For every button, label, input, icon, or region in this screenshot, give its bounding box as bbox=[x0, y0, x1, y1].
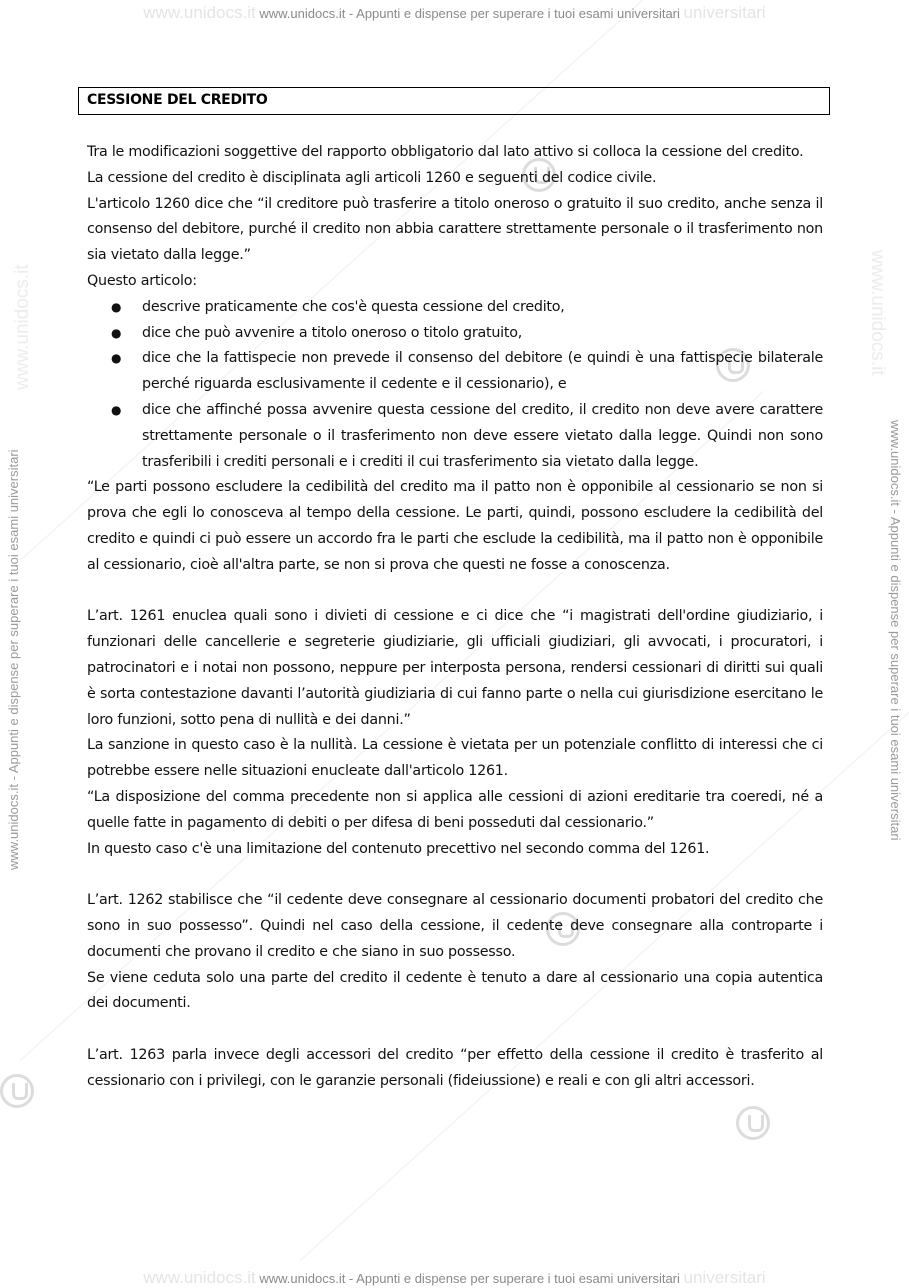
right-side-watermark-ghost: www.unidocs.it bbox=[867, 250, 888, 376]
paragraph-articles: La cessione del credito è disciplinata agli articoli 1260 e seguenti del codice civile. bbox=[87, 169, 657, 186]
paragraph-intro: Tra le modificazioni soggettive del rapporto obbligatorio dal lato attivo si colloca la cessione del credito. bbox=[87, 144, 804, 160]
paragraph-article-1263: L’art. 1263 parla invece degli accessori del credito “per effetto della cessione il credito è trasferito al cessionario con i privilegi, con le garanzie personali (fideiussione) e reali e con gli altri accessori. bbox=[87, 1046, 823, 1089]
paragraph-list-intro: Questo articolo: bbox=[87, 272, 197, 289]
left-side-watermark-ghost: www.unidocs.it bbox=[12, 264, 33, 390]
footer-watermark-ghost-right: universitari bbox=[683, 1268, 766, 1287]
document-body bbox=[87, 140, 823, 1094]
list-item bbox=[111, 295, 823, 321]
header-watermark bbox=[0, 3, 909, 23]
bullet-icon: ● bbox=[111, 299, 122, 314]
header-watermark-ghost-right: universitari bbox=[683, 3, 766, 22]
left-side-watermark: www.unidocs.it - Appunti e dispense per superare i tuoi esami universitari bbox=[6, 449, 21, 870]
bullet-icon: ● bbox=[111, 351, 122, 366]
paragraph-spacer bbox=[87, 862, 823, 888]
paragraph-article-1260: L'articolo 1260 dice che “il creditore può trasferire a titolo oneroso o gratuito il suo credito, anche senza il consenso del debitore, purché il credito non abbia carattere strettamente personale o il trasferimento non sia vietato dalla legge.” bbox=[87, 195, 823, 264]
paragraph-article-1261: L’art. 1261 enuclea quali sono i divieti di cessione e ci dice che “i magistrati dell'ordine giudiziario, i funzionari delle cancellerie e segreterie giudiziarie, gli ufficiali giudiziari, gli avvocati, i procuratori, i patrocinatori e i notai non possono, neppure per interposta persona, rendersi cessionari di diritti sui quali è sorta contestazione davanti l’autorità giudiziaria di cui fanno parte o nella cui giurisdizione esercitano le loro funzioni, sotto pena di nullità e dei danni.” bbox=[87, 608, 823, 728]
list-item-text: dice che affinché possa avvenire questa cessione del credito, il credito non deve avere carattere strettamente personale o il trasferimento non deve essere vietato dalla legge. Quindi non sono trasferibili i crediti personali e i crediti il cui trasferimento sia vietato dalla legge. bbox=[142, 401, 823, 470]
list-item bbox=[111, 346, 823, 398]
unidocs-logo-icon bbox=[736, 1106, 770, 1140]
paragraph-disposizione: “La disposizione del comma precedente non si applica alle cessioni di azioni ereditarie tra coeredi, né a quelle fatte in pagamento di debiti o per difesa di beni posseduti dal cessionario.” bbox=[87, 788, 823, 831]
paragraph-copia-autentica: Se viene ceduta solo una parte del credito il cedente è tenuto a dare al cessionario una copia autentica dei documenti. bbox=[87, 969, 823, 1012]
unidocs-logo-icon bbox=[0, 1074, 34, 1108]
document-title: CESSIONE DEL CREDITO bbox=[78, 87, 830, 115]
footer-watermark bbox=[0, 1268, 909, 1288]
bullet-icon: ● bbox=[111, 325, 122, 340]
header-watermark-ghost-left: www.unidocs.it bbox=[143, 3, 256, 22]
list-item bbox=[111, 321, 823, 347]
list-item-text: descrive praticamente che cos'è questa cessione del credito, bbox=[142, 298, 565, 315]
paragraph-patto: “Le parti possono escludere la cedibilità del credito ma il patto non è opponibile al cessionario se non si prova che egli lo conosceva al tempo della cessione. Le parti, quindi, possono escludere la cedibilità del credito e quindi ci può essere un accordo fra le parti che esclude la cedibilità, ma il patto non è opponibile al cessionario, cioè all'altra parte, se non si prova che questi ne fosse a conoscenza. bbox=[87, 479, 823, 573]
paragraph-article-1262: L’art. 1262 stabilisce che “il cedente deve consegnare al cessionario documenti probatori del credito che sono in suo possesso”. Quindi nel caso della cessione, il cedente deve consegnare alla controparte i documenti che provano il credito e che siano in suo possesso. bbox=[87, 892, 823, 960]
bullet-list bbox=[87, 295, 823, 476]
paragraph-limitazione: In questo caso c'è una limitazione del contenuto precettivo nel secondo comma del 1261. bbox=[87, 840, 710, 857]
paragraph-sanzione: La sanzione in questo caso è la nullità. La cessione è vietata per un potenziale conflitto di interessi che ci potrebbe essere nelle situazioni enucleate dall'articolo 1261. bbox=[87, 737, 823, 780]
paragraph-spacer bbox=[87, 1017, 823, 1043]
footer-watermark-ghost-left: www.unidocs.it bbox=[143, 1268, 256, 1287]
list-item-text: dice che può avvenire a titolo oneroso o titolo gratuito, bbox=[142, 324, 522, 341]
footer-watermark-text: www.unidocs.it - Appunti e dispense per superare i tuoi esami universitari bbox=[259, 1271, 680, 1286]
paragraph-spacer bbox=[87, 579, 823, 605]
right-side-watermark: www.unidocs.it - Appunti e dispense per superare i tuoi esami universitari bbox=[888, 420, 903, 841]
list-item bbox=[111, 398, 823, 475]
list-item-text: dice che la fattispecie non prevede il consenso del debitore (e quindi è una fattispecie bilaterale perché riguarda esclusivamente il cedente e il cessionario), e bbox=[142, 350, 823, 393]
bullet-icon: ● bbox=[111, 402, 122, 417]
header-watermark-text: www.unidocs.it - Appunti e dispense per superare i tuoi esami universitari bbox=[259, 6, 680, 21]
